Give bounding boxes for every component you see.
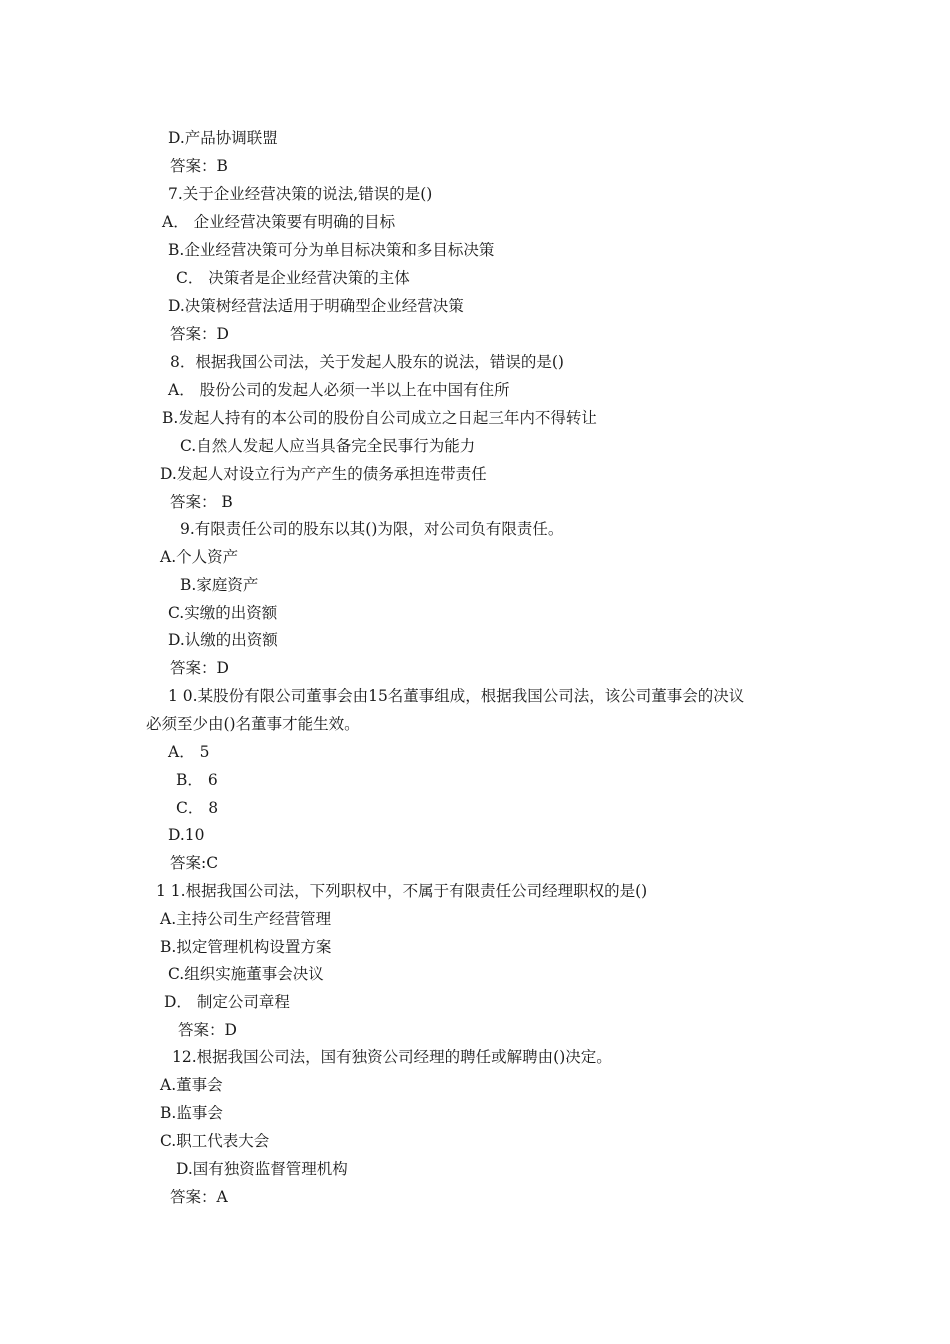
option-d-q7: D.决策树经营法适用于明确型企业经营决策 — [168, 297, 464, 315]
option-a-q12: A.董事会 — [160, 1076, 223, 1094]
answer-q12: 答案：A — [170, 1188, 228, 1206]
question-9: 9.有限责任公司的股东以其()为限，对公司负有限责任。 — [180, 520, 564, 538]
option-d-q9: D.认缴的出资额 — [168, 631, 278, 649]
option-d-q11: D． 制定公司章程 — [164, 993, 290, 1011]
question-10-line1: 1 0.某股份有限公司董事会由15名董事组成，根据我国公司法，该公司董事会的决议 — [168, 687, 745, 705]
question-8: 8．根据我国公司法，关于发起人股东的说法，错误的是() — [170, 353, 564, 371]
option-a-q7: A． 企业经营决策要有明确的目标 — [162, 213, 396, 231]
answer-q10: 答案:C — [170, 854, 219, 872]
option-a-q8: A． 股份公司的发起人必须一半以上在中国有住所 — [168, 381, 510, 399]
answer-q6: 答案：B — [170, 157, 228, 175]
option-c-q11: C.组织实施董事会决议 — [168, 965, 324, 983]
option-b-q8: B.发起人持有的本公司的股份自公司成立之日起三年内不得转让 — [162, 409, 597, 427]
answer-q9: 答案：D — [170, 659, 229, 677]
answer-q7: 答案：D — [170, 325, 229, 343]
answer-q8: 答案： B — [170, 493, 233, 511]
option-b-q7: B.企业经营决策可分为单目标决策和多目标决策 — [168, 241, 495, 259]
option-c-q9: C.实缴的出资额 — [168, 604, 278, 622]
option-a-q9: A.个人资产 — [160, 548, 239, 566]
answer-q11: 答案：D — [178, 1021, 237, 1039]
option-d-q8: D.发起人对设立行为产产生的债务承担连带责任 — [160, 465, 487, 483]
question-7: 7.关于企业经营决策的说法,错误的是() — [168, 185, 433, 203]
question-11: 1 1.根据我国公司法，下列职权中，不属于有限责任公司经理职权的是() — [156, 882, 648, 900]
option-d-q12: D.国有独资监督管理机构 — [176, 1160, 348, 1178]
option-b-q10: B． 6 — [176, 771, 218, 789]
option-a-q10: A． 5 — [168, 743, 210, 761]
option-b-q12: B.监事会 — [160, 1104, 223, 1122]
option-c-q7: C． 决策者是企业经营决策的主体 — [176, 269, 410, 287]
question-12: 12.根据我国公司法，国有独资公司经理的聘任或解聘由()决定。 — [172, 1048, 612, 1066]
option-d-q10: D.10 — [168, 826, 205, 844]
question-10-line2: 必须至少由()名董事才能生效。 — [146, 715, 360, 733]
option-c-q8: C.自然人发起人应当具备完全民事行为能力 — [180, 437, 476, 455]
option-b-q11: B.拟定管理机构设置方案 — [160, 938, 332, 956]
option-b-q9: B.家庭资产 — [180, 576, 259, 594]
option-d-q6: D.产品协调联盟 — [168, 129, 278, 147]
option-c-q12: C.职工代表大会 — [160, 1132, 270, 1150]
option-a-q11: A.主持公司生产经营管理 — [160, 910, 332, 928]
option-c-q10: C． 8 — [176, 799, 219, 817]
